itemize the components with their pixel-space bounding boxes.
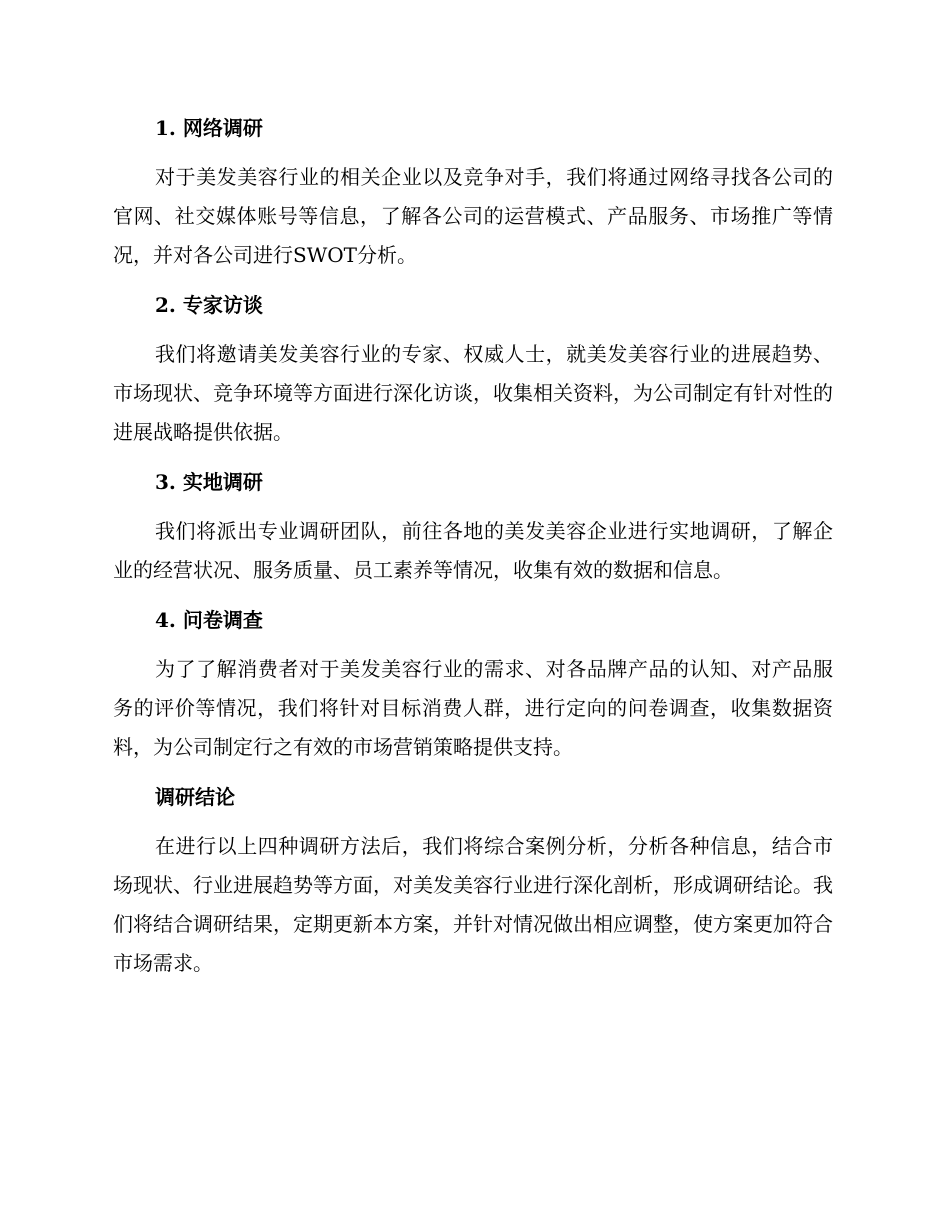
section-heading-web-research: 1. 网络调研: [155, 116, 263, 140]
section-heading-field-research: 3. 实地调研: [155, 470, 263, 494]
section-heading-questionnaire: 4. 问卷调查: [155, 608, 263, 632]
section-body-web-research: 对于美发美容行业的相关企业以及竞争对手，我们将通过网络寻找各公司的官网、社交媒体账号等信息，了解各公司的运营模式、产品服务、市场推广等情况，并对各公司进行SWOT分析。: [113, 165, 833, 267]
section-body-expert-interview: 我们将邀请美发美容行业的专家、权威人士，就美发美容行业的进展趋势、市场现状、竞争环境等方面进行深化访谈，收集相关资料，为公司制定有针对性的进展战略提供依据。: [113, 342, 833, 444]
section-body-conclusion: 在进行以上四种调研方法后，我们将综合案例分析，分析各种信息，结合市场现状、行业进展趋势等方面，对美发美容行业进行深化剖析，形成调研结论。我们将结合调研结果，定期更新本方案，并针对情况做出相应调整，使方案更加符合市场需求。: [113, 834, 833, 975]
document-page: [113, 110, 833, 983]
section-heading-conclusion: 调研结论: [155, 785, 235, 809]
section-body-questionnaire: 为了了解消费者对于美发美容行业的需求、对各品牌产品的认知、对产品服务的评价等情况，我们将针对目标消费人群，进行定向的问卷调查，收集数据资料，为公司制定行之有效的市场营销策略提供支持。: [113, 657, 833, 759]
section-heading-expert-interview: 2. 专家访谈: [155, 293, 263, 317]
section-body-field-research: 我们将派出专业调研团队，前往各地的美发美容企业进行实地调研，了解企业的经营状况、服务质量、员工素养等情况，收集有效的数据和信息。: [113, 519, 833, 582]
